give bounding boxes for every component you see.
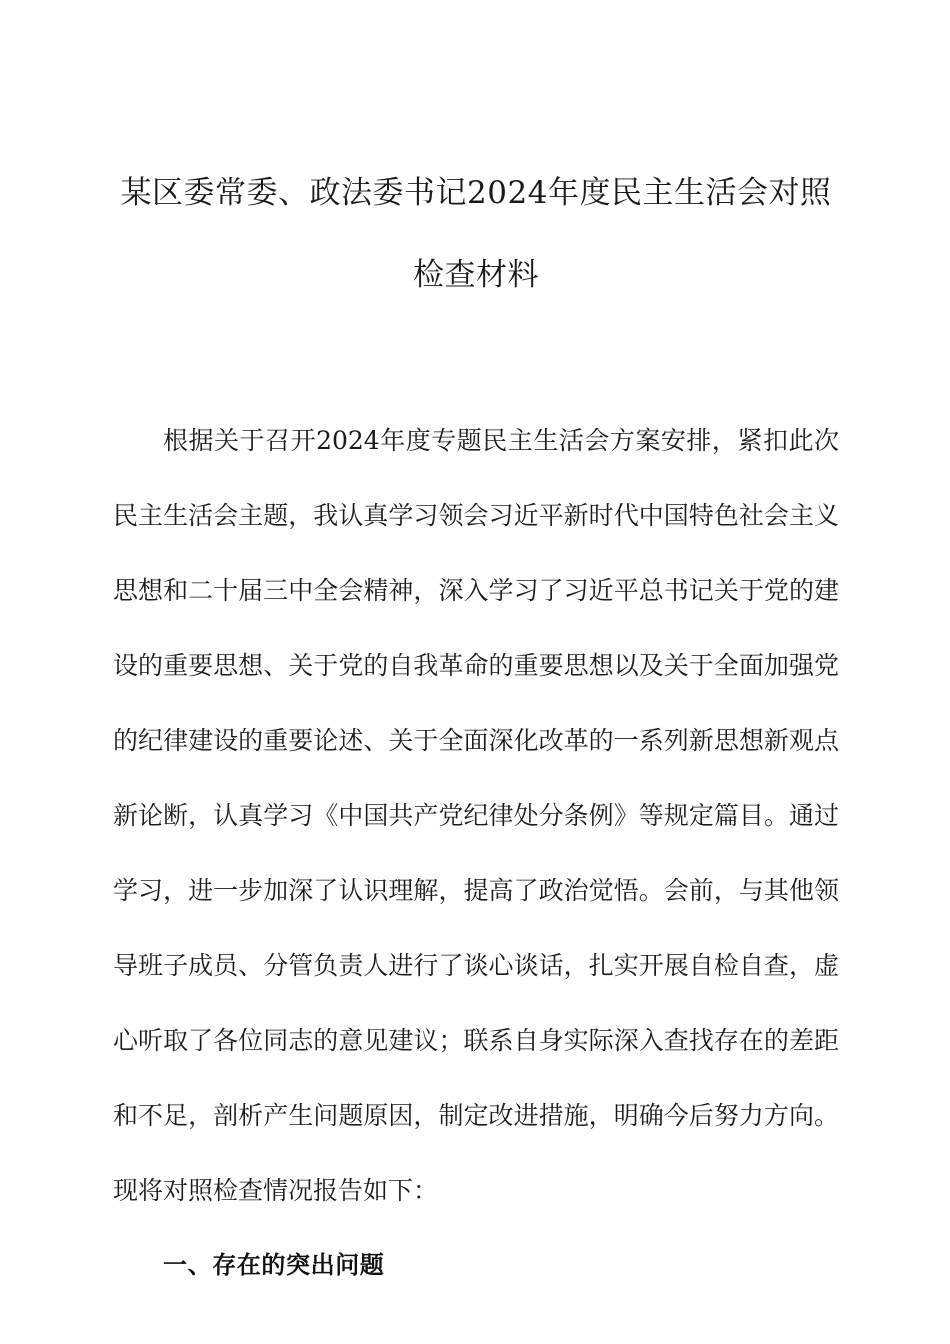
section-heading-one: 一、存在的突出问题 <box>163 1251 385 1279</box>
document-content <box>113 0 839 1303</box>
page-title-line-2: 材料 <box>476 257 539 293</box>
page-title-line-1: 某区委常委、政法委书记2024年度民主生活会对照检查 <box>120 175 832 293</box>
body-paragraph-intro: 根据关于召开2024年度专题民主生活会方案安排，紧扣此次民主生活会主题，我认真学习领会习近平新时代中国特色社会主义思想和二十届三中全会精神，深入学习了习近平总书记关于党的建设的重要思想、关于党的自我革命的重要思想以及关于全面加强党的纪律建设的重要论述、关于全面深化改革的一系列新思想新观点新论断，认真学习《中国共产党纪律处分条例》等规定篇目。通过学习，进一步加深了认识理解，提高了政治觉悟。会前，与其他领导班子成员、分管负责人进行了谈心谈话，扎实开展自检自查，虚心听取了各位同志的意见建议；联系自身实际深入查找存在的差距和不足，剖析产生问题原因，制定改进措施，明确今后努力方向。现将对照检查情况报告如下： <box>113 426 839 1205</box>
page-title <box>113 0 839 316</box>
